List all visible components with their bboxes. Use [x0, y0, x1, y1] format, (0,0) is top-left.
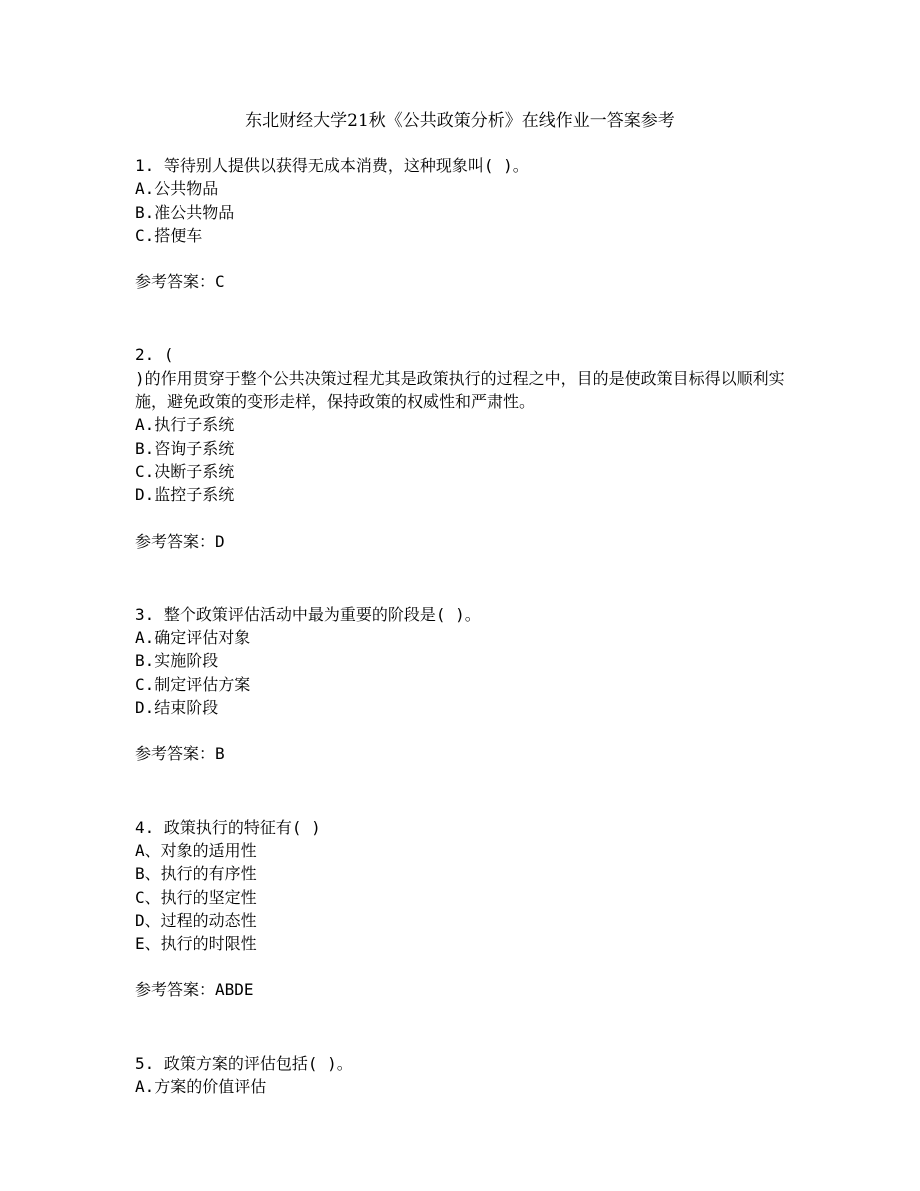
answer-line	[135, 270, 795, 293]
option-b: B.咨询子系统	[135, 438, 235, 458]
option-a: A.确定评估对象	[135, 628, 251, 648]
option-b: B.准公共物品	[135, 202, 235, 222]
option-a: A.方案的价值评估	[135, 1077, 267, 1097]
question-text: 3. 整个政策评估活动中最为重要的阶段是( )。	[135, 604, 481, 624]
question-text: 1. 等待别人提供以获得无成本消费，这种现象叫( )。	[135, 156, 529, 175]
option-list	[135, 839, 795, 955]
option-list	[135, 413, 795, 506]
answer-line	[135, 530, 795, 553]
option-list	[135, 177, 795, 247]
option-list	[135, 1075, 795, 1098]
option-b: B.实施阶段	[135, 651, 219, 671]
option-c: C.决断子系统	[135, 461, 235, 481]
answer-value: B	[215, 744, 225, 764]
question-4	[135, 816, 795, 1002]
question-1	[135, 154, 795, 293]
answer-label: 参考答案：	[135, 531, 216, 551]
answer-label: 参考答案：	[135, 744, 216, 764]
option-d: D.结束阶段	[135, 698, 219, 718]
option-b: B、执行的有序性	[135, 864, 257, 884]
question-text: 4. 政策执行的特征有( )	[135, 817, 321, 837]
question-3	[135, 603, 795, 766]
option-d: D.监控子系统	[135, 485, 235, 505]
document-title: 东北财经大学21秋《公共政策分析》在线作业一答案参考	[245, 111, 675, 131]
option-c: C.搭便车	[135, 225, 203, 245]
question-text: 2. ( )的作用贯穿于整个公共决策过程尤其是政策执行的过程之中，目的是使政策目标得以顺利实施，避免政策的变形走样，保持政策的权威性和严肃性。	[135, 345, 785, 412]
option-list	[135, 626, 795, 719]
question-5	[135, 1052, 795, 1099]
answer-label: 参考答案：	[135, 272, 216, 292]
answer-value: D	[215, 531, 225, 551]
answer-line	[135, 978, 795, 1001]
question-text: 5. 政策方案的评估包括( )。	[135, 1053, 353, 1073]
option-e: E、执行的时限性	[135, 934, 257, 954]
option-a: A.公共物品	[135, 179, 219, 199]
option-a: A.执行子系统	[135, 415, 235, 435]
answer-line	[135, 742, 795, 765]
option-c: C.制定评估方案	[135, 674, 251, 694]
question-list	[135, 154, 795, 1098]
option-d: D、过程的动态性	[135, 910, 257, 930]
option-a: A、对象的适用性	[135, 840, 257, 860]
answer-value: ABDE	[215, 980, 254, 1000]
answer-value: C	[215, 272, 225, 292]
question-2	[135, 343, 795, 552]
answer-label: 参考答案：	[135, 980, 216, 1000]
option-c: C、执行的坚定性	[135, 887, 257, 907]
